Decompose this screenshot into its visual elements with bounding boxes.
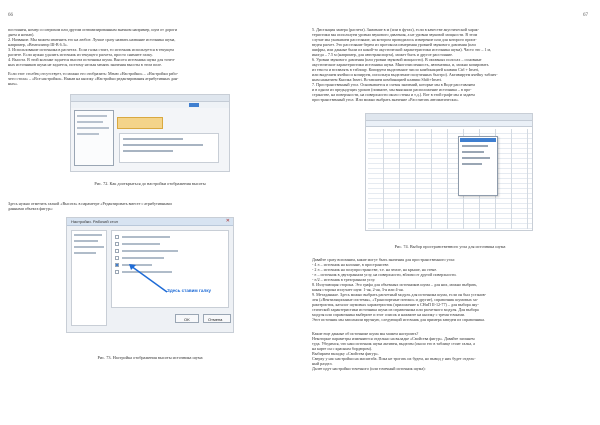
text-line: постоянен, номер со штрихом или другим оптимизированным значком например, шум от дороги bbox=[8, 27, 178, 32]
checkbox[interactable] bbox=[115, 256, 119, 260]
text-line: днем и ночью). bbox=[8, 32, 35, 37]
text-line: Давайте сразу вспомним, какие могут быть значения для пространственного угла: bbox=[312, 257, 456, 262]
highlight-box bbox=[117, 117, 163, 129]
ok-button-label: OK bbox=[184, 316, 190, 322]
text-line: пространственный угол. Или можно выбрать значение «Рассчитать автоматически». bbox=[312, 97, 459, 102]
text-line: данными объекта фигур»: bbox=[8, 206, 54, 211]
figure-74-caption: Рис. 74. Выбор пространственного угла для источника шума bbox=[394, 244, 506, 249]
text-line: например, «Вентилятор Ш-В 6.3». bbox=[8, 42, 68, 47]
text-line: какая сторона излучает шум: 1-ая, 2-ая, 3-я или 4-ая. bbox=[312, 287, 404, 292]
text-line: и в одном из предыдущих уроков (помните, мы выясняли расположение источника – в про- bbox=[312, 87, 472, 92]
text-line: 7. Пространственный угол. Основывается и схемы значений, которые мы в Виде расставляем bbox=[312, 82, 475, 87]
figure-74-table bbox=[365, 113, 533, 231]
text-line: Этот источник мы заполнили вручную, следующий источник для примера заведем из справочника. bbox=[312, 317, 485, 322]
text-line: случае мы указываем расстояние, на котором проводилось измерение или для которого произ- bbox=[312, 37, 477, 42]
figure-73-dialog bbox=[66, 217, 234, 333]
text-line: Далее идут настройки точечного (или точечный источник шума): bbox=[312, 366, 426, 371]
text-line: или выделяем ячейки и копируем, используя выделение полученных быстро). Активируем ячейку таблич- bbox=[312, 72, 498, 77]
right-text-block-1 bbox=[312, 27, 592, 102]
left-text-block-3 bbox=[8, 201, 290, 211]
cancel-button-label: Отмена bbox=[208, 316, 223, 322]
text-line: - 2 π – источник на полупространстве, т.е. на земле, на крыше, на стене. bbox=[312, 267, 438, 272]
text-line: Какие еще данные об источнике шума мы можем настроить? bbox=[312, 331, 419, 336]
text-line: туда. Убедимся, что наш источник шума активен, выделен (около его в таблице стоит галка, а bbox=[312, 341, 476, 346]
text-line: 3. Использование источника в расчетах. Если галка стоит, то источник используется в текущем bbox=[8, 47, 174, 52]
text-line: ных». bbox=[8, 81, 19, 86]
text-line: ный раздел. bbox=[312, 361, 333, 366]
close-icon[interactable]: ✕ bbox=[225, 218, 230, 224]
figure-73-caption: Рис. 73. Настройка отображения высоты источника шума bbox=[97, 355, 203, 360]
checkbox[interactable] bbox=[115, 249, 119, 253]
text-line: рактеристик, каталог шумовых характеристик (приложение к СНиП II-12-77) – для выбора аку- bbox=[312, 302, 479, 307]
toolbar-button[interactable] bbox=[189, 103, 199, 107]
text-line: Выбираем вкладку «Свойства фигур». bbox=[312, 351, 379, 356]
text-line: странстве, на поверхности, на поверхности около стены и т.д.). Вот в этой графе мы и задаем bbox=[312, 92, 475, 97]
height-checkbox-checked[interactable] bbox=[115, 263, 119, 267]
figure-72-screenshot bbox=[70, 94, 230, 172]
dialog-titlebar bbox=[67, 218, 233, 226]
text-line: лен («Вентиляционные системы», «Транспортные потоки» и другие), справочник шумовых ха- bbox=[312, 297, 478, 302]
text-line: ным нажатием Кнопка Insert. Вставляем комбинацией клавиш Shift+Insert. bbox=[312, 77, 443, 82]
text-line: - 4 π – источник на колонне, в пространстве. bbox=[312, 262, 390, 267]
text-line: Здесь нужно отметить галкой «Высота» в параметре «Редактировать вместе с атрибутивными bbox=[8, 201, 172, 206]
menu-panel bbox=[74, 110, 114, 166]
text-line: 6. Уровни звукового давления (или уровни звуковой мощности). В октавных полосах – основные bbox=[312, 57, 482, 62]
cancel-button[interactable] bbox=[203, 314, 231, 323]
right-page bbox=[300, 0, 600, 425]
text-line: шифры, или данные были из какой-то акустической характеристики источника шума). Часто это – 1 м, bbox=[312, 47, 492, 52]
text-line: из текста и вставлять в таблицу. Копируем выделенное число комбинацией клавиш Ctrl + Insert, bbox=[312, 67, 480, 72]
toolbar bbox=[71, 102, 229, 108]
text-line: на карте он с красным бордюром). bbox=[312, 346, 372, 351]
left-text-block-2 bbox=[8, 71, 290, 86]
page-number-right: 67 bbox=[583, 13, 588, 18]
text-line: 5. Дистанция замера (расчета). Значение в м (или в футах), если в качестве акустической харак- bbox=[312, 27, 480, 32]
text-line: акустические характеристики источника шума. Многочисленность, автоматика, и, можно копировать bbox=[312, 62, 489, 67]
dropdown-selected-item[interactable] bbox=[460, 138, 496, 142]
annotation-label: Здесь ставим галку bbox=[167, 288, 211, 293]
text-line: 9. Метаданные. Здесь можно выбрать расчетный модуль для источника шума, если он был установ- bbox=[312, 292, 487, 297]
text-line: Если этот столбец отсутствует, то можно его отобразить: Меню «Настройки» – «Настройки рабо- bbox=[8, 71, 179, 76]
text-line: стической характеристики источника шума из справочника или расчетного модуля. Для выбора bbox=[312, 307, 479, 312]
left-text-block-1 bbox=[8, 27, 290, 67]
ok-button[interactable] bbox=[175, 314, 199, 323]
page-number-left: 66 bbox=[8, 13, 13, 18]
text-line: иногда – 7.5 м (например, для автотранспорта), может быть и другое расстояние. bbox=[312, 52, 453, 57]
right-text-block-2 bbox=[312, 257, 592, 322]
text-line: ных источников шума не задается, поэтому нельзя менять значения высоты в этом поле. bbox=[8, 62, 163, 67]
text-line: 2. Название. Мы можем изменить его на любое. Лучше сразу назвать название источника шума, bbox=[8, 37, 176, 42]
text-line: - π – источник в двухгранном углу, на поверхности, вблизи от другой поверхности. bbox=[312, 272, 457, 277]
text-line: веден расчет. Это расстояние берем из протокола измерения уровней звукового давления (или bbox=[312, 42, 476, 47]
text-line: Сверху у нас настройки на масштаба. Пока не трогать их будем, но вывод у них будет отдель- bbox=[312, 356, 476, 361]
figure-72-caption: Рис. 72. Как дооткрыться до настройки отображения высоты bbox=[94, 181, 206, 186]
checkbox[interactable] bbox=[115, 270, 119, 274]
checkbox[interactable] bbox=[115, 242, 119, 246]
checkbox[interactable] bbox=[115, 235, 119, 239]
table-header bbox=[366, 121, 532, 127]
dialog-title: Настройки. Рабочий стол bbox=[71, 219, 118, 224]
text-line: 8. Излучающая сторона. Это графа для объемных источников шума – для них, можно выбрать, bbox=[312, 282, 478, 287]
text-line: Некоторые параметры изменяются отдельно на вкладке «Свойства фигур». Давайте заглянем bbox=[312, 336, 475, 341]
text-line: расчете. Если нужно удалить источник из текущего расчета, просто снимите галку. bbox=[8, 52, 153, 57]
text-line: 4. Высота. В этой колонке задается высота источника шума. Высота источника шума для точеч- bbox=[8, 57, 176, 62]
menu-bar bbox=[71, 95, 229, 102]
right-text-block-3 bbox=[312, 331, 592, 371]
text-line: чего стола» – «Все настройки». Нажав на кнопку «Настройки редактирования атрибутивных дан- bbox=[8, 76, 179, 81]
table-toolbar bbox=[366, 114, 532, 121]
text-line: - π/2 – источник в трехгранном углу. bbox=[312, 277, 376, 282]
settings-tree bbox=[71, 230, 107, 326]
text-line: теристики мы используем уровни звукового давления, а не уровни звуковой мощности. В этом bbox=[312, 32, 478, 37]
text-line: модуля или справочника выберите и этот список и нажмите на кнопку с тремя точками. bbox=[312, 312, 466, 317]
